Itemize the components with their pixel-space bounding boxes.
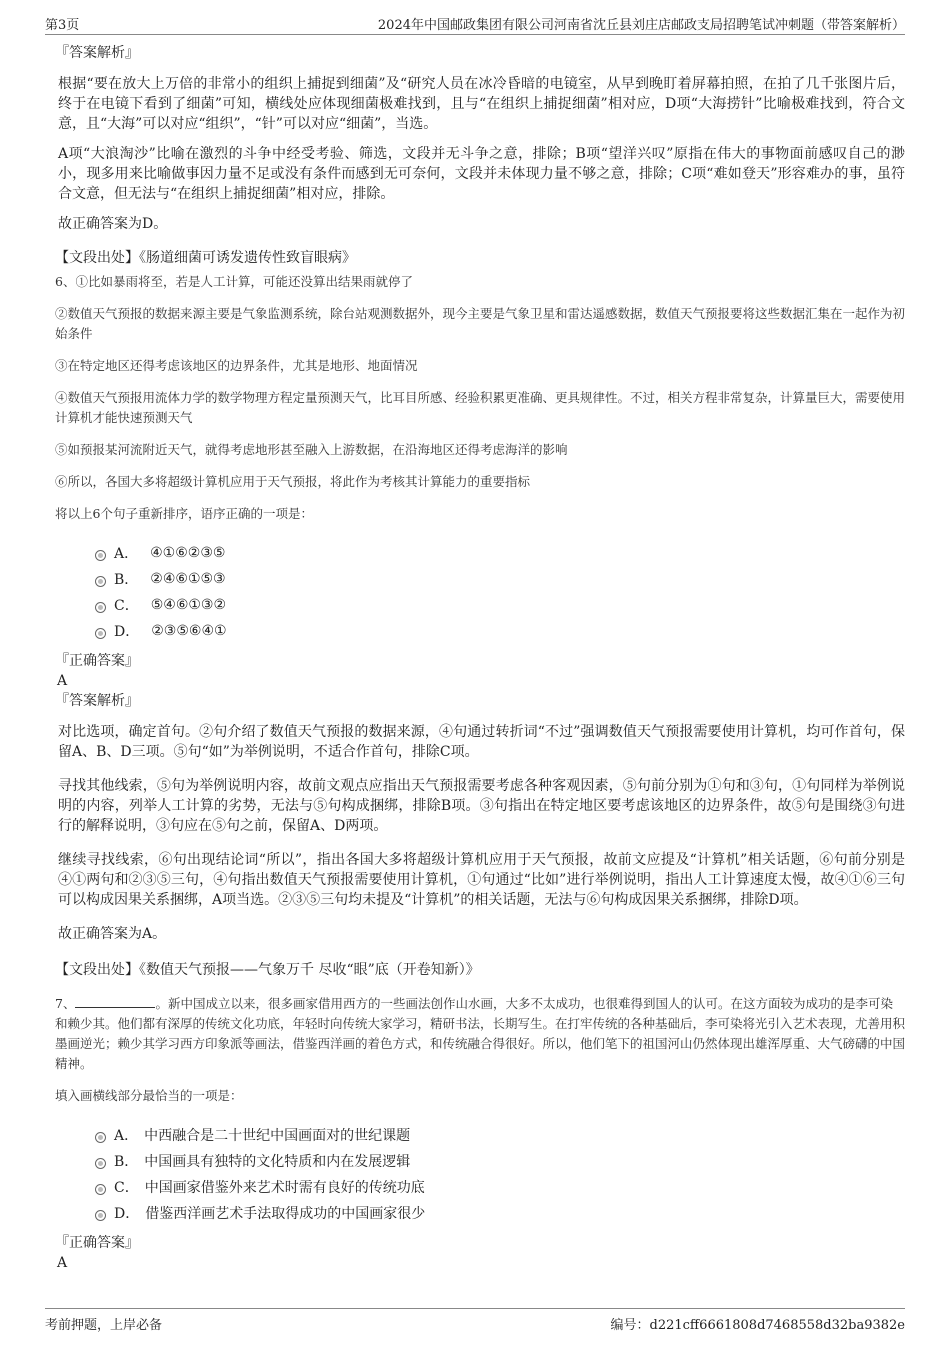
option-letter: A． — [114, 546, 139, 562]
q5-source: 【文段出处】《肠道细菌可诱发遗传性致盲眼病》 — [55, 250, 356, 266]
q6-analysis-paragraph: 寻找其他线索，⑤句为举例说明内容，故前文观点应指出天气预报需要考虑各种客观因素，⑤句前分别为①句和③句，①句同样为举例说明的内容，列举人工计算的劣势，无法与⑤句构成捆绑，排除B项。③句指出在特定地区要考虑该地区的边界条件，故⑤句是围绕③句进行的解释说明，③句应在⑤句之前，保留A、D两项。 — [58, 778, 905, 834]
q6-sentence: ②数值天气预报的数据来源主要是气象监测系统，除台站观测数据外，现今主要是气象卫星和雷达遥感数据，数值天气预报要将这些数据汇集在一起作为初始条件 — [55, 306, 906, 341]
option-text: 中国画家借鉴外来艺术时需有良好的传统功底 — [144, 1180, 425, 1196]
q6-correct-answer: A — [57, 673, 68, 689]
footer-slogan: 考前押题，上岸必备 — [45, 1318, 163, 1333]
page-header — [45, 10, 905, 35]
q6-analysis-paragraph: 继续寻找线索，⑥句出现结论词“所以”，指出各国大多将超级计算机应用于天气预报，故前文应提及“计算机”相关话题，⑥句前分别是④①两句和②③⑤三句，④句指出数值天气预报需要使用计算机，①句通过“比如”进行举例说明，指出人工计算速度太慢，故④①⑥三句可以构成因果关系捆绑，A项当选。②③⑤三句均未提及“计算机”的相关话题，无法与⑥句构成因果关系捆绑，排除D项。 — [58, 852, 905, 908]
q7-option-d[interactable] — [95, 1200, 905, 1226]
q6-analysis-label: 『答案解析』 — [55, 693, 139, 709]
q6-options — [95, 540, 905, 644]
q6-analysis-paragraph: 对比选项，确定首句。②句介绍了数值天气预报的数据来源，④句通过转折词“不过”强调数值天气预报需要使用计算机，均可作首句，保留A、B、D三项。⑤句“如”为举例说明，不适合作首句，排除C项。 — [58, 724, 905, 760]
option-text: ⑤④⑥①③② — [150, 597, 227, 613]
option-text: 借鉴西洋画艺术手法取得成功的中国画家很少 — [145, 1206, 426, 1222]
radio-button[interactable] — [95, 550, 106, 561]
q7-options — [95, 1122, 905, 1226]
option-letter: A． — [114, 1128, 139, 1144]
radio-button[interactable] — [95, 1158, 106, 1169]
question-6 — [55, 272, 905, 980]
radio-button[interactable] — [95, 576, 106, 587]
q6-sentence: ④数值天气预报用流体力学的数学物理方程定量预测天气，比耳目所感、经验积累更准确、更具规律性。不过，相关方程非常复杂，计算量巨大，需要使用计算机才能快速预测天气 — [55, 390, 906, 425]
document-body — [55, 42, 905, 1272]
q6-prompt: 将以上6个句子重新排序，语序正确的一项是： — [55, 506, 313, 521]
q6-option-a[interactable] — [95, 540, 905, 566]
question-7 — [55, 994, 905, 1272]
q5-conclusion: 故正确答案为D。 — [58, 216, 168, 232]
q6-sentence: ③在特定地区还得考虑该地区的边界条件，尤其是地形、地面情况 — [55, 358, 418, 373]
radio-button[interactable] — [95, 1132, 106, 1143]
option-text: ④①⑥②③⑤ — [150, 545, 226, 561]
q6-option-d[interactable] — [95, 618, 905, 644]
radio-button[interactable] — [95, 628, 106, 639]
option-text: ②④⑥①⑤③ — [150, 571, 226, 587]
q6-source: 【文段出处】《数值天气预报——气象万千 尽收“眼”底（开卷知新）》 — [55, 962, 480, 978]
option-letter: C． — [114, 598, 139, 614]
radio-button[interactable] — [95, 602, 106, 613]
q7-option-c[interactable] — [95, 1174, 905, 1200]
option-letter: B． — [114, 1154, 139, 1170]
q7-correct-answer: A — [57, 1255, 68, 1271]
q6-sentence: ⑤如预报某河流附近天气，就得考虑地形甚至融入上游数据，在沿海地区还得考虑海洋的影响 — [55, 442, 568, 457]
fill-blank — [75, 995, 155, 1008]
option-letter: B． — [114, 572, 139, 588]
option-text: 中国画具有独特的文化特质和内在发展逻辑 — [144, 1154, 411, 1170]
q6-correct-label: 『正确答案』 — [55, 653, 139, 669]
radio-button[interactable] — [95, 1184, 106, 1195]
q5-analysis-paragraph: A项“大浪淘沙”比喻在激烈的斗争中经受考验、筛选，文段并无斗争之意，排除；B项“望洋兴叹”原指在伟大的事物面前感叹自己的渺小，现多用来比喻做事因力量不足或没有条件而感到无可奈何，文段并未体现力量不够之意，排除；C项“难如登天”形容难办的事，虽符合文意，但无法与“在组织上捕捉细菌”相对应，排除。 — [58, 146, 905, 202]
q6-sentence: 6、①比如暴雨将至，若是人工计算，可能还没算出结果雨就停了 — [55, 274, 413, 289]
q5-analysis-label: 『答案解析』 — [55, 45, 139, 61]
radio-button[interactable] — [95, 1210, 106, 1221]
q6-sentence: ⑥所以，各国大多将超级计算机应用于天气预报，将此作为考核其计算能力的重要指标 — [55, 474, 531, 489]
q7-option-b[interactable] — [95, 1148, 905, 1174]
option-letter: D． — [114, 1206, 140, 1222]
document-id: 编号：d221cff6661808d7468558d32ba9382e — [610, 1318, 905, 1333]
option-text: ②③⑤⑥④① — [151, 623, 227, 639]
q6-option-b[interactable] — [95, 566, 905, 592]
q5-analysis-paragraph: 根据“要在放大上万倍的非常小的组织上捕捉到细菌”及“研究人员在冰冷昏暗的电镜室，从早到晚盯着屏幕拍照，在拍了几千张图片后，终于在电镜下看到了细菌”可知，横线处应体现细菌极难找到，且与“在组织上捕捉细菌”相对应，D项“大海捞针”比喻极难找到，符合文意，且“大海”可以对应“组织”，“针”可以对应“细菌”，当选。 — [58, 76, 905, 132]
option-letter: D． — [114, 624, 140, 640]
q6-conclusion: 故正确答案为A。 — [58, 926, 167, 942]
q7-stem: 7、 。新中国成立以来，很多画家借用西方的一些画法创作山水画，大多不太成功，也很难得到国人的认可。在这方面较为成功的是李可染和赖少其。他们都有深厚的传统文化功底，年轻时向传统大家学习，精研书法，长期写生。在打牢传统的各种基础后，李可染将光引入艺术表现，尤善用积墨画逆光；赖少其学习西方印象派等画法，借鉴西洋画的着色方式，和传统融合得很好。所以，他们笔下的祖国河山仍然体现出雄浑厚重、大气磅礴的中国精神。 — [55, 996, 906, 1071]
option-text: 中西融合是二十世纪中国画面对的世纪课题 — [144, 1128, 411, 1144]
q7-correct-label: 『正确答案』 — [55, 1235, 139, 1251]
option-letter: C． — [114, 1180, 139, 1196]
q7-prompt: 填入画横线部分最恰当的一项是： — [55, 1088, 243, 1103]
page-number: 第3页 — [45, 18, 80, 33]
page-footer — [45, 1308, 905, 1331]
document-title: 2024年中国邮政集团有限公司河南省沈丘县刘庄店邮政支局招聘笔试冲刺题（带答案解析） — [377, 18, 905, 33]
q6-option-c[interactable] — [95, 592, 905, 618]
q7-option-a[interactable] — [95, 1122, 905, 1148]
